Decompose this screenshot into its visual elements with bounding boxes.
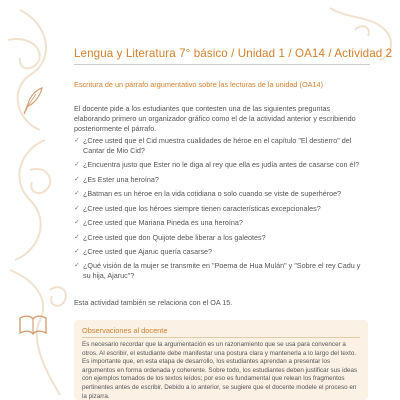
teacher-observations-box xyxy=(74,320,368,400)
page-title: Lengua y Literatura 7° básico / Unidad 1 / OA14 / Actividad 2 xyxy=(74,47,393,60)
observations-title: Observaciones al docente xyxy=(82,326,168,335)
checkmark-icon: ✓ xyxy=(74,247,80,255)
checkmark-icon: ✓ xyxy=(74,190,80,198)
list-item xyxy=(74,247,366,257)
question-text: ¿Encuentra justo que Ester no le diga al rey que ella es judía antes de casarse con él? xyxy=(83,160,360,170)
activity-subtitle: Escritura de un párrafo argumentativo sobre las lecturas de la unidad (OA14) xyxy=(74,80,324,89)
question-list xyxy=(74,136,366,281)
checkmark-icon: ✓ xyxy=(74,175,80,183)
question-text: ¿Cree usted que don Quijote debe liberar a los galeotes? xyxy=(83,232,266,242)
observations-divider xyxy=(82,337,360,338)
question-text: ¿Batman es un héroe en la vida cotidiana o solo cuando se viste de superhéroe? xyxy=(83,189,342,199)
question-text: ¿Qué visión de la mujer se transmite en "Poema de Hua Mulán" y "Sobre el rey Cadu y su hija, Ajaruc"? xyxy=(83,261,361,281)
list-item xyxy=(74,175,366,185)
title-divider xyxy=(74,64,370,65)
observations-text: Es necesario recordar que la argumentación es un razonamiento que se usa para convencer a otros. Al escribir, el estudiante debe manifestar una postura clara y mantenerla a lo largo del texto. Es importante que, en esta etapa de desarrollo, los estudiantes aprendan a presentar los argumentos en forma ordenada y coherente. Sobre todo, los estudiantes deben justificar sus ideas con ejemplos tomados de los textos leídos; por eso es fundamental que relean los fragmentos pertinentes antes de escribir. Debido a lo anterior, se sugiere que el docente modele el proceso en la pizarra. xyxy=(82,341,358,400)
question-text: ¿Cree usted que los héroes siempre tienen características excepcionales? xyxy=(83,203,321,213)
question-text: ¿Cree usted que Ajaruc quería casarse? xyxy=(83,246,213,256)
question-text: ¿Es Ester una heroína? xyxy=(83,174,159,184)
question-text: ¿Cree usted que Mariana Pineda es una heroína? xyxy=(83,218,243,228)
open-book-icon xyxy=(18,314,48,336)
list-item xyxy=(74,160,366,170)
list-item xyxy=(74,136,366,155)
checkmark-icon: ✓ xyxy=(74,161,80,169)
list-item xyxy=(74,218,366,228)
list-item xyxy=(74,233,366,243)
checkmark-icon: ✓ xyxy=(74,137,80,144)
list-item xyxy=(74,189,366,199)
checkmark-icon: ✓ xyxy=(74,204,80,212)
list-item xyxy=(74,204,366,214)
closing-note: Esta actividad también se relaciona con el OA 15. xyxy=(74,298,233,307)
checkmark-icon: ✓ xyxy=(74,262,80,270)
checkmark-icon: ✓ xyxy=(74,219,80,227)
activity-intro: El docente pide a los estudiantes que contesten una de las siguientes preguntas elaborando primero un organizador gráfico como el de la actividad anterior y escribiendo posteriormente el párrafo. xyxy=(74,104,356,133)
checkmark-icon: ✓ xyxy=(74,233,80,241)
question-text: ¿Cree usted que el Cid muestra cualidades de héroe en el capítulo "El destierro" del Cantar de Mio Cid? xyxy=(83,136,352,155)
quill-pen-icon xyxy=(20,86,44,116)
list-item xyxy=(74,261,366,280)
